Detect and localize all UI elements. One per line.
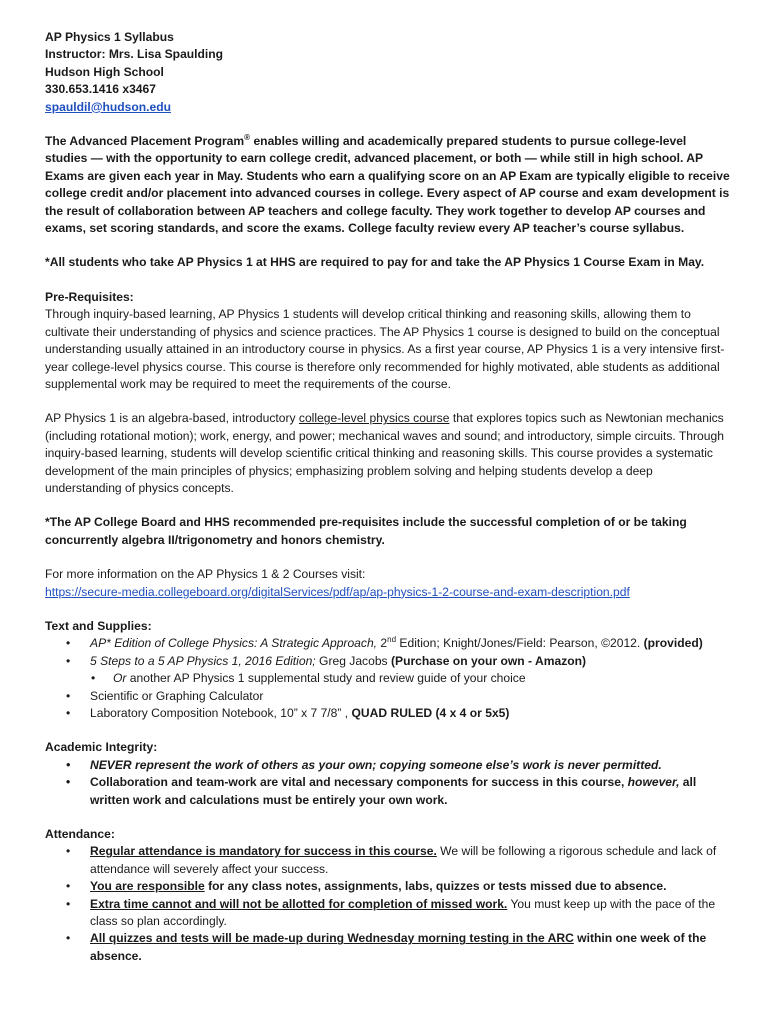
email-link[interactable]: spauldil@hudson.edu	[45, 99, 172, 114]
integrity-heading: Academic Integrity:	[45, 740, 158, 755]
bullet-icon: •	[66, 775, 71, 790]
bullet-icon: •	[66, 688, 71, 703]
bullet-icon: •	[66, 879, 71, 894]
prereq-heading: Pre-Requisites:	[45, 289, 134, 304]
exam-notice: *All students who take AP Physics 1 at HHS are required to pay for and take the AP Physics 1 Course Exam in May.	[45, 255, 705, 270]
phone-line: 330.653.1416 x3467	[45, 82, 156, 97]
bullet-icon: •	[66, 636, 71, 651]
recommended-prereq-note: *The AP College Board and HHS recommended pre-requisites include the successful completion of or be taking concurrently algebra II/trigonometry and honors chemistry.	[45, 515, 687, 547]
list-item: • NEVER represent the work of others as your own; copying someone else’s work is never permitted.	[45, 757, 730, 774]
supplies-heading: Text and Supplies:	[45, 618, 152, 633]
list-item: • Scientific or Graphing Calculator	[45, 688, 730, 705]
header-block	[45, 29, 730, 116]
more-info-line: For more information on the AP Physics 1 & 2 Courses visit:	[45, 567, 366, 582]
list-item: • Collaboration and team-work are vital and necessary components for success in this course, however, all written work and calculations must be entirely your own work.	[66, 775, 697, 807]
list-item: • Regular attendance is mandatory for success in this course. We will be following a rigorous schedule and lack of attendance will severely affect your success.	[66, 844, 717, 876]
course-link[interactable]: college-level physics course	[298, 411, 450, 426]
bullet-icon: •	[66, 896, 71, 911]
ap-program-paragraph: The Advanced Placement Program® enables willing and academically prepared students to pursue college-level studies — with the opportunity to earn college credit, advanced placement, or both — while still in high school. AP Exams are given each year in May. Students who earn a qualifying score on an AP Exam are typically eligible to receive college credit and/or placement into advanced courses in college. Every aspect of AP course and exam development is the result of collaboration between AP teachers and college faculty. They work together to develop AP courses and exams, set scoring standards, and score the exams. College faculty review every AP teacher’s course syllabus.	[45, 133, 730, 236]
attendance-list	[45, 843, 730, 965]
page-title: AP Physics 1 Syllabus	[45, 30, 174, 44]
bullet-icon: •	[66, 931, 71, 946]
list-item: • AP* Edition of College Physics: A Strategic Approach, 2nd Edition; Knight/Jones/Field: Pearson, ©2012. (provided)	[45, 635, 730, 652]
bullet-icon: •	[66, 757, 71, 772]
list-item: • Extra time cannot and will not be allotted for completion of missed work. You must keep up with the pace of the class so plan accordingly.	[66, 896, 716, 929]
course-description-url[interactable]: https://secure-media.collegeboard.org/digitalServices/pdf/ap/ap-physics-1-2-course-and-exam-description.pdf	[45, 584, 630, 599]
list-item: • Or another AP Physics 1 supplemental study and review guide of your choice	[45, 670, 730, 687]
registered-mark: ®	[244, 133, 251, 142]
list-item: • You are responsible for any class notes, assignments, labs, quizzes or tests missed due to absence.	[45, 878, 730, 895]
supplies-list	[45, 635, 730, 722]
bullet-icon: •	[66, 706, 71, 720]
bullet-icon: •	[66, 653, 71, 668]
course-description-paragraph: AP Physics 1 is an algebra-based, introductory college-level physics course that explores topics such as Newtonian mechanics (including rotational motion); work, energy, and power; mechanical waves and sound; and introductory, simple circuits. Through inquiry-based learning, students will develop scientific critical thinking and reasoning skills. This course provides a systematic development of the main principles of physics; emphasizing problem solving and helping students develop a deep understanding of physics concepts.	[45, 411, 724, 495]
list-item: • Laboratory Composition Notebook, 10” x 7 7/8” , QUAD RULED (4 x 4 or 5x5)	[45, 705, 730, 722]
integrity-list	[45, 757, 730, 809]
list-item: • All quizzes and tests will be made-up during Wednesday morning testing in the ARC within one week of the absence.	[66, 931, 707, 963]
attendance-heading: Attendance:	[45, 827, 115, 842]
school-line: Hudson High School	[45, 64, 164, 79]
list-item: • 5 Steps to a 5 AP Physics 1, 2016 Edition; Greg Jacobs (Purchase on your own - Amazon)	[45, 653, 730, 670]
prereq-paragraph: Through inquiry-based learning, AP Physics 1 students will develop critical thinking and reasoning skills, allowing them to cultivate their understanding of physics and science practices. The AP Physics 1 course is designed to build on the conceptual understanding usually attained in an introductory course in physics. As a first year course, AP Physics 1 is a very intensive first-year college-level physics course. This course is therefore only recommended for highly motivated, able students as additional supplemental work may be required to meet the requirements of the course.	[45, 307, 725, 391]
bullet-icon: •	[66, 844, 71, 859]
instructor-line: Instructor: Mrs. Lisa Spaulding	[45, 47, 224, 62]
bullet-icon: •	[91, 671, 96, 686]
